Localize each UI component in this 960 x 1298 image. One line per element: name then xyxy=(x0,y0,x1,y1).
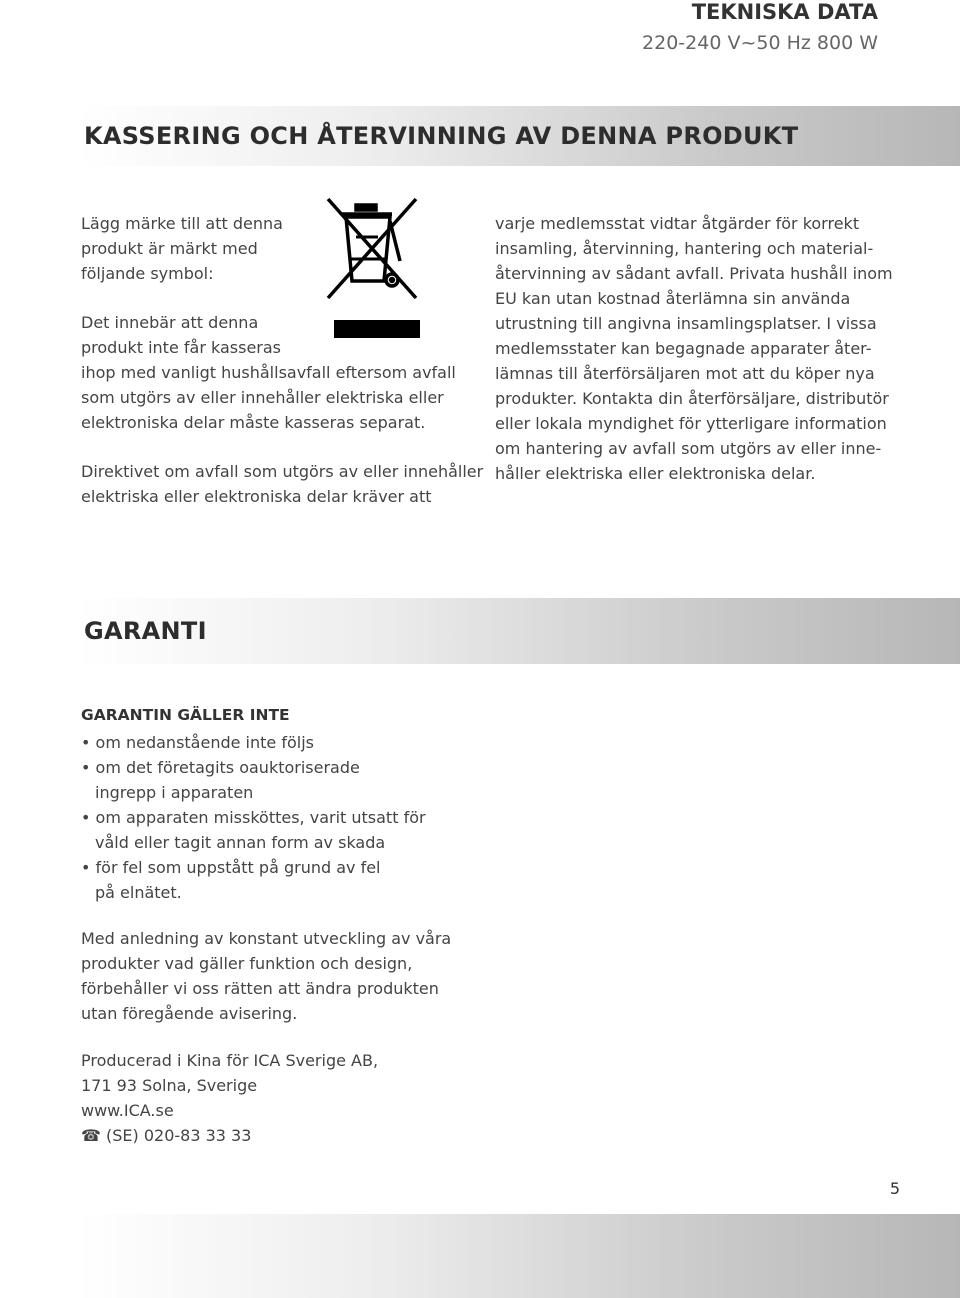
symbol-intro-text xyxy=(81,211,283,286)
text-line: produkter vad gäller funktion och design, xyxy=(81,954,413,973)
warranty-subheading: GARANTIN GÄLLER INTE xyxy=(81,706,290,724)
text-line: utan föregående avisering. xyxy=(81,1004,298,1023)
phone-number: ☎ (SE) 020-83 33 33 xyxy=(81,1126,252,1145)
technical-data-spec: 220-240 V~50 Hz 800 W xyxy=(642,32,878,54)
section-header-warranty xyxy=(0,598,960,664)
text-line: produkter. Kontakta din återförsäljare, distributör xyxy=(495,389,889,408)
section-title-disposal: KASSERING OCH ÅTERVINNING AV DENNA PRODUKT xyxy=(84,122,799,150)
warranty-exclusions-list xyxy=(81,730,426,905)
list-item: • om apparaten missköttes, varit utsatt för xyxy=(81,808,426,827)
text-line: förbehåller vi oss rätten att ändra produkten xyxy=(81,979,439,998)
text-line: återvinning av sådant avfall. Privata hushåll inom xyxy=(495,264,893,283)
text-line: Direktivet om avfall som utgörs av eller innehåller xyxy=(81,462,484,481)
list-item-continuation: på elnätet. xyxy=(95,883,182,902)
text-line: följande symbol: xyxy=(81,264,214,283)
text-line: som utgörs av eller innehåller elektriska eller xyxy=(81,388,444,407)
text-line: produkt är märkt med xyxy=(81,239,258,258)
text-line: varje medlemsstat vidtar åtgärder för korrekt xyxy=(495,214,860,233)
footer-band xyxy=(0,1214,960,1298)
list-item-continuation: ingrepp i apparaten xyxy=(95,783,254,802)
list-item-continuation: våld eller tagit annan form av skada xyxy=(95,833,386,852)
text-line: utrustning till angivna insamlingsplatser. I vissa xyxy=(495,314,877,333)
text-line: medlemsstater kan begagnade apparater åter- xyxy=(495,339,872,358)
producer-address: 171 93 Solna, Sverige xyxy=(81,1076,258,1095)
producer-name: Producerad i Kina för ICA Sverige AB, xyxy=(81,1051,379,1070)
text-line: elektriska eller elektroniska delar kräver att xyxy=(81,487,432,506)
crossed-out-wheelie-bin-icon xyxy=(320,193,424,338)
section-header-disposal xyxy=(0,106,960,166)
text-line: ihop med vanligt hushållsavfall eftersom avfall xyxy=(81,363,456,382)
text-line: lämnas till återförsäljaren mot att du köper nya xyxy=(495,364,875,383)
text-line: håller elektriska eller elektroniska delar. xyxy=(495,464,816,483)
directive-text xyxy=(81,459,483,509)
website-link[interactable]: www.ICA.se xyxy=(81,1101,174,1120)
text-line: produkt inte får kasseras xyxy=(81,338,282,357)
text-line: eller lokala myndighet för ytterligare information xyxy=(495,414,887,433)
list-item: • för fel som uppstått på grund av fel xyxy=(81,858,381,877)
text-line: Det innebär att denna xyxy=(81,313,259,332)
text-line: elektroniska delar måste kasseras separat. xyxy=(81,413,426,432)
text-line: EU kan utan kostnad återlämna sin använda xyxy=(495,289,851,308)
list-item: • om nedanstående inte följs xyxy=(81,733,314,752)
list-item: • om det företagits oauktoriserade xyxy=(81,758,360,777)
producer-info xyxy=(81,1048,378,1148)
page-number: 5 xyxy=(889,1179,900,1198)
section-title-warranty: GARANTI xyxy=(84,617,207,645)
text-line: om hantering av avfall som utgörs av eller inne- xyxy=(495,439,882,458)
product-change-notice xyxy=(81,926,451,1026)
text-line: Lägg märke till att denna xyxy=(81,214,283,233)
technical-data-title: TEKNISKA DATA xyxy=(691,0,878,24)
text-line: insamling, återvinning, hantering och material- xyxy=(495,239,874,258)
technical-data xyxy=(642,0,878,56)
text-line: Med anledning av konstant utveckling av våra xyxy=(81,929,452,948)
collection-text xyxy=(495,211,893,486)
